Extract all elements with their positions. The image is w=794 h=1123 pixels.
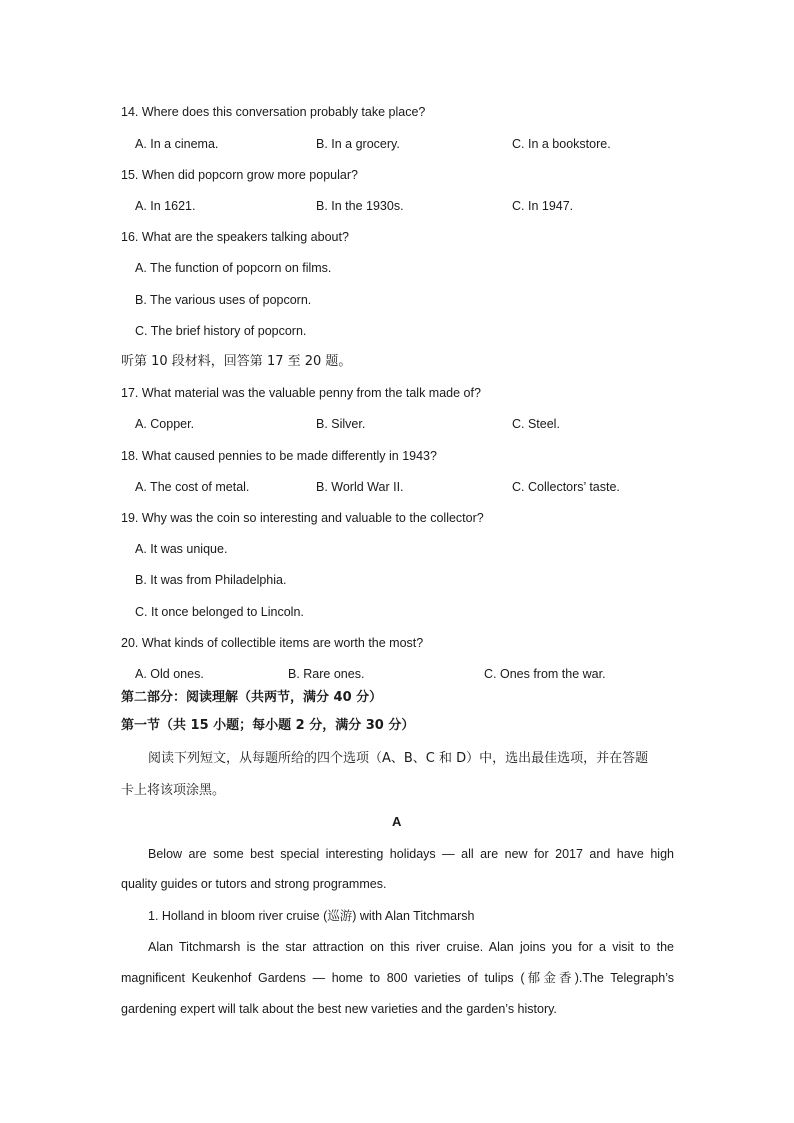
option-17c: C. Steel. — [512, 417, 560, 431]
option-16c: C. The brief history of popcorn. — [135, 324, 307, 338]
question-14: 14. Where does this conversation probably take place? — [121, 105, 426, 119]
instructions-line2: 卡上将该项涂黑。 — [121, 783, 226, 798]
question-18: 18. What caused pennies to be made differently in 1943? — [121, 449, 437, 463]
section1-title: 第一节（共 15 小题；每小题 2 分，满分 30 分） — [121, 718, 415, 733]
option-20b: B. Rare ones. — [288, 667, 365, 681]
option-16a: A. The function of popcorn on films. — [135, 261, 332, 275]
question-16: 16. What are the speakers talking about? — [121, 230, 349, 244]
option-15a: A. In 1621. — [135, 199, 196, 213]
passage-label: A — [392, 814, 402, 829]
option-17b: B. Silver. — [316, 417, 366, 431]
part2-title: 第二部分：阅读理解（共两节，满分 40 分） — [121, 690, 383, 705]
option-20a: A. Old ones. — [135, 667, 204, 681]
passage-item1-line1: Alan Titchmarsh is the star attraction on this river cruise. Alan joins you for a visit to the — [148, 940, 674, 954]
option-17a: A. Copper. — [135, 417, 195, 431]
question-17: 17. What material was the valuable penny from the talk made of? — [121, 386, 481, 400]
passage-item1-heading: 1. Holland in bloom river cruise (巡游) with Alan Titchmarsh — [148, 909, 475, 923]
question-15: 15. When did popcorn grow more popular? — [121, 168, 358, 182]
option-15b: B. In the 1930s. — [316, 199, 404, 213]
option-19b: B. It was from Philadelphia. — [135, 573, 287, 587]
option-15c: C. In 1947. — [512, 199, 574, 213]
option-19c: C. It once belonged to Lincoln. — [135, 605, 304, 619]
question-20: 20. What kinds of collectible items are worth the most? — [121, 636, 424, 650]
option-20c: C. Ones from the war. — [484, 667, 606, 681]
passage-item1-line3: gardening expert will talk about the best new varieties and the garden’s history. — [121, 1002, 557, 1016]
option-18a: A. The cost of metal. — [135, 480, 250, 494]
material-note: 听第 10 段材料，回答第 17 至 20 题。 — [121, 354, 352, 369]
question-19: 19. Why was the coin so interesting and valuable to the collector? — [121, 511, 484, 525]
option-14a: A. In a cinema. — [135, 137, 219, 151]
passage-item1-line2: magnificent Keukenhof Gardens — home to 800 varieties of tulips (郁金香).The Telegraph’s — [121, 971, 674, 985]
instructions-line1: 阅读下列短文，从每题所给的四个选项（A、B、C 和 D）中，选出最佳选项，并在答题 — [148, 751, 649, 766]
passage-intro-line1: Below are some best special interesting holidays — all are new for 2017 and have high — [148, 847, 674, 861]
option-18b: B. World War II. — [316, 480, 404, 494]
option-14b: B. In a grocery. — [316, 137, 400, 151]
option-19a: A. It was unique. — [135, 542, 228, 556]
option-14c: C. In a bookstore. — [512, 137, 611, 151]
option-16b: B. The various uses of popcorn. — [135, 293, 312, 307]
passage-intro-line2: quality guides or tutors and strong programmes. — [121, 877, 387, 891]
option-18c: C. Collectors’ taste. — [512, 480, 620, 494]
